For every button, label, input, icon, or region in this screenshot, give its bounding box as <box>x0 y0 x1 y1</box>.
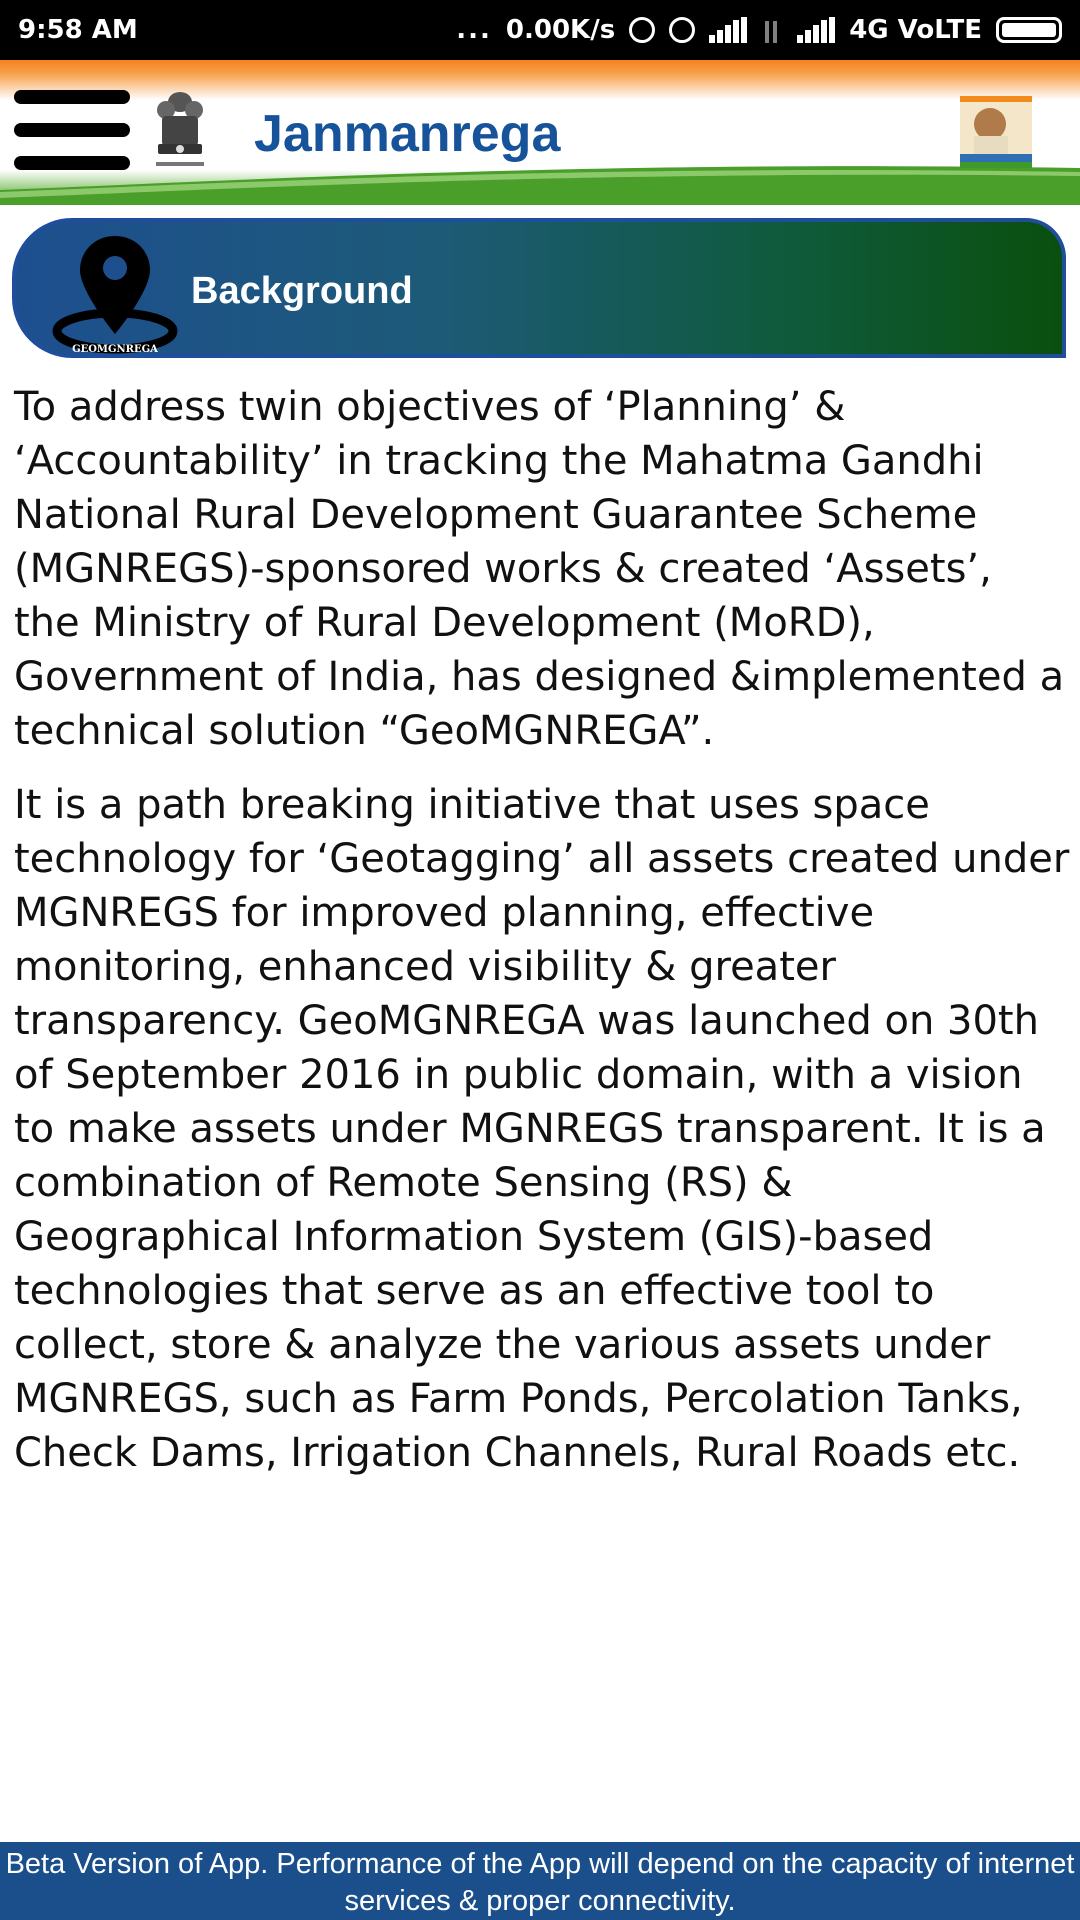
battery-icon <box>996 17 1062 43</box>
app-title: Janmanrega <box>254 105 561 163</box>
gandhi-badge-icon <box>960 96 1032 168</box>
network-type: 4G VoLTE <box>849 15 982 45</box>
status-bar <box>0 0 1080 60</box>
pin-icon-label: GEOMGNREGA <box>72 344 158 355</box>
paragraph-intro: To address twin objectives of ‘Planning’ & ‘Accountability’ in tracking the Mahatma Gandhi National Rural Development Guarantee Scheme (MGNREGS)-sponsored works & created ‘Assets’, the Ministry of Rural Development (MoRD), Government of India, has designed &implemented a technical solution “GeoMGNREGA”. <box>14 384 1065 754</box>
hotspot-icon <box>629 17 655 43</box>
data-transfer-icon <box>761 17 783 43</box>
location-pin-icon <box>50 226 180 356</box>
hamburger-menu-icon[interactable] <box>14 90 130 170</box>
status-more-dots: ... <box>456 15 492 45</box>
signal-icon-secondary <box>797 17 835 43</box>
alarm-icon <box>669 17 695 43</box>
section-banner <box>12 218 1066 358</box>
content-body <box>14 380 1070 1500</box>
paragraph-details: It is a path breaking initiative that uses space technology for ‘Geotagging’ all assets created under MGNREGS for improved planning, effective monitoring, enhanced visibility & greater transparency. GeoMGNREGA was launched on 30th of September 2016 in public domain, with a vision to make assets under MGNREGS transparent. It is a combination of Remote Sensing (RS) & Geographical Information System (GIS)-based technologies that serve as an effective tool to collect, store & analyze the various assets under MGNREGS, such as Farm Ponds, Percolation Tanks, Check Dams, Irrigation Channels, Rural Roads etc. <box>14 782 1070 1476</box>
section-title: Background <box>191 270 413 312</box>
app-header <box>0 60 1080 205</box>
status-time: 9:58 AM <box>18 15 138 45</box>
status-indicators <box>456 15 1062 45</box>
footer-notice: Beta Version of App. Performance of the App will depend on the capacity of internet services & proper connectivity. <box>0 1842 1080 1920</box>
national-emblem-icon <box>152 88 208 178</box>
signal-icon <box>709 17 747 43</box>
network-speed: 0.00K/s <box>505 15 616 45</box>
